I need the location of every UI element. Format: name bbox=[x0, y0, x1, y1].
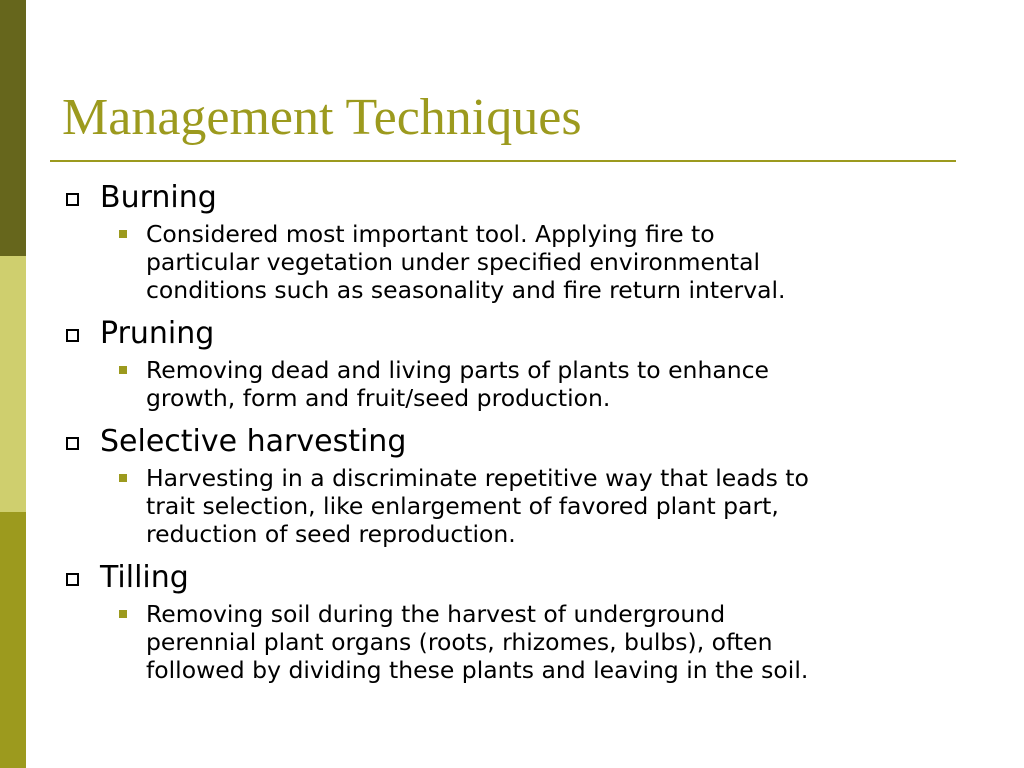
filled-square-bullet-icon bbox=[119, 230, 127, 238]
sidebar-band-bottom bbox=[0, 512, 26, 768]
filled-square-bullet-icon bbox=[119, 474, 127, 482]
topic-pruning bbox=[62, 314, 962, 412]
title-underline bbox=[50, 160, 956, 162]
topic-title: Selective harvesting bbox=[100, 424, 407, 459]
detail-line: Considered most important tool. Applying fire to bbox=[146, 220, 715, 248]
sidebar-decoration bbox=[0, 0, 26, 768]
detail-line: perennial plant organs (roots, rhizomes, bulbs), often bbox=[146, 628, 773, 656]
topic-selective-harvesting bbox=[62, 422, 962, 548]
detail-line: conditions such as seasonality and fire return interval. bbox=[146, 276, 786, 304]
topic-title: Tilling bbox=[100, 560, 189, 595]
topic-title: Pruning bbox=[100, 316, 215, 351]
detail-line: followed by dividing these plants and leaving in the soil. bbox=[146, 656, 809, 684]
hollow-square-bullet-icon bbox=[66, 329, 79, 342]
filled-square-bullet-icon bbox=[119, 610, 127, 618]
detail-line: Removing dead and living parts of plants to enhance bbox=[146, 356, 770, 384]
topic-detail bbox=[62, 600, 962, 684]
detail-line: trait selection, like enlargement of favored plant part, bbox=[146, 492, 779, 520]
slide-title: Management Techniques bbox=[62, 89, 582, 146]
hollow-square-bullet-icon bbox=[66, 437, 79, 450]
hollow-square-bullet-icon bbox=[66, 193, 79, 206]
hollow-square-bullet-icon bbox=[66, 573, 79, 586]
detail-line: Harvesting in a discriminate repetitive way that leads to bbox=[146, 464, 809, 492]
topic-detail bbox=[62, 356, 962, 412]
detail-line: particular vegetation under specified environmental bbox=[146, 248, 761, 276]
topic-tilling bbox=[62, 558, 962, 684]
detail-line: Removing soil during the harvest of underground bbox=[146, 600, 726, 628]
topic-detail bbox=[62, 464, 962, 548]
topic-detail bbox=[62, 220, 962, 304]
topic-title: Burning bbox=[100, 180, 217, 215]
topic-burning bbox=[62, 178, 962, 304]
sidebar-band-middle bbox=[0, 256, 26, 512]
detail-line: growth, form and fruit/seed production. bbox=[146, 384, 611, 412]
bullet-list bbox=[62, 178, 962, 694]
detail-line: reduction of seed reproduction. bbox=[146, 520, 516, 548]
filled-square-bullet-icon bbox=[119, 366, 127, 374]
sidebar-band-top bbox=[0, 0, 26, 256]
